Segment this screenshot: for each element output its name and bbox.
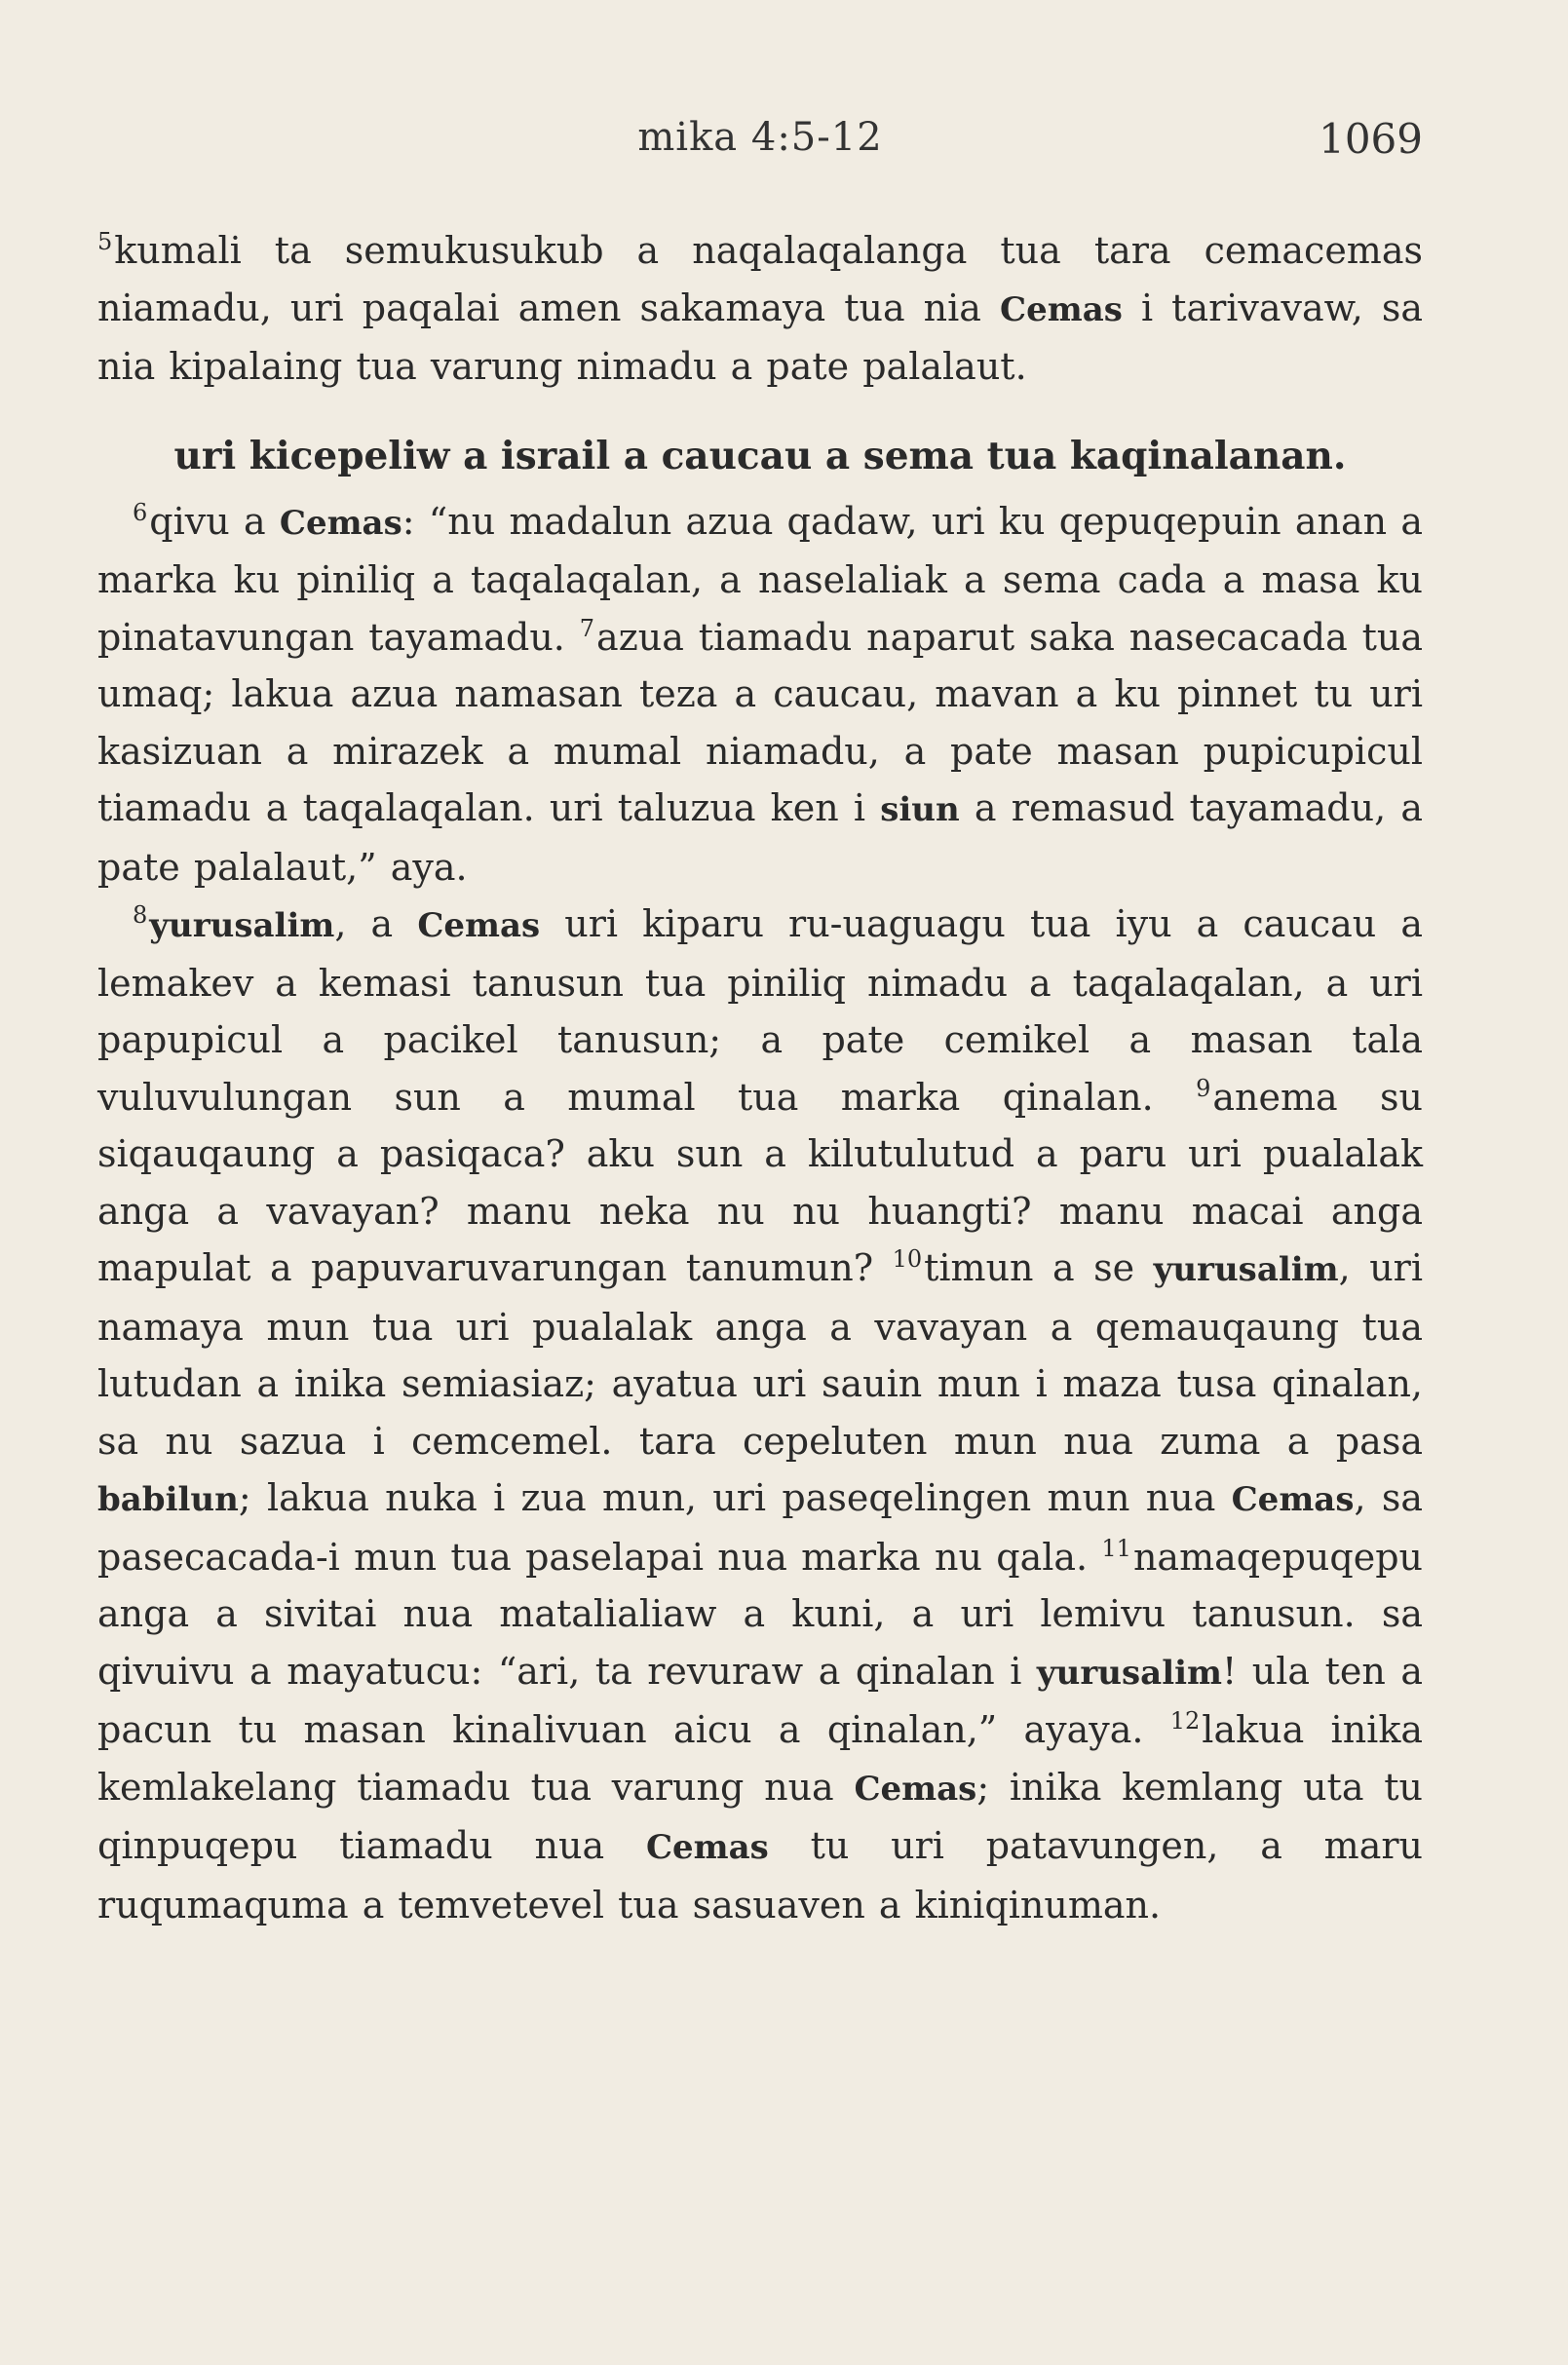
verse-number: 7 xyxy=(579,614,595,642)
running-title: mika 4:5-12 xyxy=(637,115,883,160)
section-heading: uri kicepeliw a israil a caucau a sema tua kaqinalanan. xyxy=(173,433,1347,478)
bold-term: yurusalim xyxy=(149,906,335,945)
bold-term: yurusalim xyxy=(1036,1653,1223,1693)
verse-text: qivu a xyxy=(149,499,280,543)
bold-term: Cemas xyxy=(854,1769,977,1809)
bold-term: Cemas xyxy=(645,1828,769,1867)
verse-number: 6 xyxy=(133,498,148,526)
verse-text: lakua inika kemlakelang tiamadu tua varung nua xyxy=(97,1708,1423,1809)
paragraph-verses-6-7 xyxy=(97,493,1423,896)
verse-text: ; lakua nuka i zua mun, uri paseqelingen mun nua xyxy=(238,1476,1232,1519)
verse-text: anema su siqauqaung a pasiqaca? aku sun a kilutulutud a paru uri pualalak anga a vavayan? manu neka nu nu huangti? manu macai anga mapulat a papuvaruvarungan tanumun? xyxy=(97,1075,1423,1289)
paragraph-verses-8-12 xyxy=(97,896,1423,1933)
bold-term: Cemas xyxy=(1000,289,1123,329)
bold-term: Cemas xyxy=(279,503,402,543)
verse-text: a remasud tayamadu, a pate palalaut,” aya. xyxy=(97,786,1424,889)
bold-term: babilun xyxy=(97,1480,239,1519)
verse-text: azua tiamadu naparut saka nasecacada tua umaq; lakua azua namasan teza a caucau, mavan a ku pinnet tu uri kasizuan a mirazek a mumal niamadu, a pate masan pupicupicul tiamadu a taqalaqalan. uri taluzua ken i xyxy=(97,615,1423,829)
verse-text: i tarivavaw, sa nia kipalaing tua varung nimadu a pate palalaut. xyxy=(97,286,1423,388)
verse-text: timun a se xyxy=(924,1246,1154,1289)
verse-number: 11 xyxy=(1101,1534,1131,1562)
verse-text: namaqepuqepu anga a sivitai nua matalialiaw a kuni, a uri lemivu tanusun. sa qivuivu a mayatucu: “ari, ta revuraw a qinalan i xyxy=(97,1535,1423,1693)
paragraph-verse-5 xyxy=(97,222,1423,396)
verse-text: , uri namaya mun tua uri pualalak anga a vavayan a qemauqaung tua lutudan a inika semiasiaz; ayatua uri sauin mun i maza tusa qinalan, sa nu sazua i cemcemel. tara cepeluten mun nua zuma a pasa xyxy=(97,1246,1423,1463)
page-number: 1069 xyxy=(1319,115,1423,163)
verse-number: 10 xyxy=(892,1245,923,1273)
verse-text: : “nu madalun azua qadaw, uri ku qepuqepuin anan a marka ku piniliq a taqalaqalan, a naselaliak a sema cada a masa ku pinatavungan tayamadu. xyxy=(97,499,1423,659)
verse-number: 5 xyxy=(97,228,113,255)
verse-text: , sa pasecacada-i mun tua paselapai nua marka nu qala. xyxy=(97,1476,1423,1579)
bold-term: Cemas xyxy=(1231,1480,1355,1519)
verse-text: uri kiparu ru-uaguagu tua iyu a caucau a lemakev a kemasi tanusun tua piniliq nimadu a taqalaqalan, a uri papupicul a pacikel tanusun; a pate cemikel a masan tala vuluvulungan sun a mumal tua marka qinalan. xyxy=(97,902,1423,1119)
verse-text: kumali ta semukusukub a naqalaqalanga tua tara cemacemas niamadu, uri paqalai amen sakamaya tua nia xyxy=(97,229,1423,329)
page-body xyxy=(97,222,1423,1933)
page-header xyxy=(97,115,1423,173)
bold-term: Cemas xyxy=(417,906,541,945)
verse-text: ! ula ten a pacun tu masan kinalivuan aicu a qinalan,” ayaya. xyxy=(97,1649,1423,1751)
bold-term: siun xyxy=(880,790,960,829)
verse-number: 12 xyxy=(1169,1707,1201,1735)
bold-term: yurusalim xyxy=(1153,1250,1339,1289)
verse-text: tu uri patavungen, a maru ruqumaquma a temvetevel tua sasuaven a kiniqinuman. xyxy=(97,1824,1423,1926)
verse-number: 8 xyxy=(133,901,148,929)
verse-text: ; inika kemlang uta tu qinpuqepu tiamadu nua xyxy=(97,1765,1423,1867)
verse-text: , a xyxy=(334,902,418,945)
verse-number: 9 xyxy=(1196,1074,1211,1102)
